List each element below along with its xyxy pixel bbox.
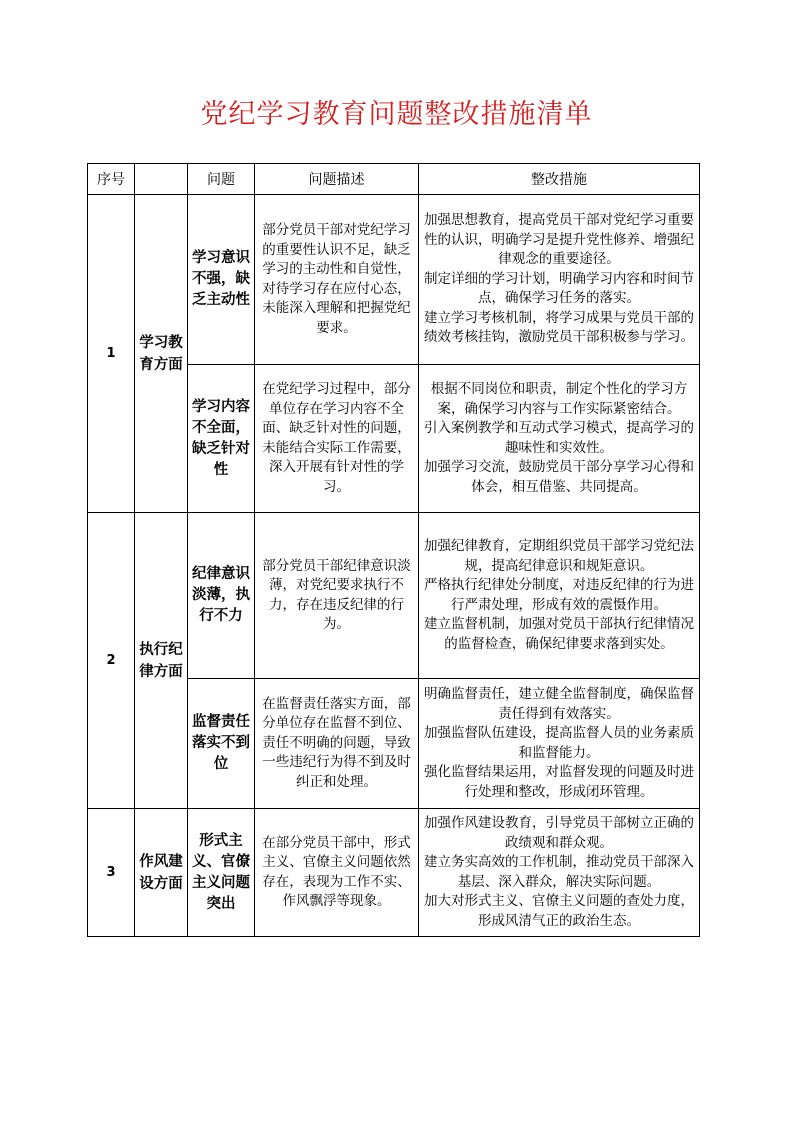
measure-item: 加强学习交流，鼓励党员干部分享学习心得和体会，相互借鉴、共同提高。	[424, 459, 694, 495]
rectification-table	[87, 163, 700, 937]
description-cell: 在监督责任落实方面，部分单位存在监督不到位、责任不明确的问题，导致一些违纪行为得不到及时纠正和处理。	[255, 679, 419, 809]
measure-item: 建立监督机制，加强对党员干部执行纪律情况的监督检查，确保纪律要求落到实处。	[424, 616, 694, 652]
table-header-row	[88, 164, 700, 195]
table-row	[88, 513, 700, 679]
problem-cell: 学习意识不强，缺乏主动性	[188, 195, 255, 365]
description-cell: 在党纪学习过程中，部分单位存在学习内容不全面、缺乏针对性的问题，未能结合实际工作需要，深入开展有针对性的学习。	[255, 365, 419, 513]
measures-cell	[419, 513, 700, 679]
row-number: 3	[88, 809, 135, 937]
header-no: 序号	[88, 164, 135, 195]
measure-item: 加强监督队伍建设，提高监督人员的业务素质和监督能力。	[424, 725, 694, 761]
category-cell: 执行纪律方面	[135, 513, 188, 809]
measure-item: 根据不同岗位和职责，制定个性化的学习方案，确保学习内容与工作实际紧密结合。	[430, 381, 688, 417]
measure-item: 建立务实高效的工作机制，推动党员干部深入基层、深入群众，解决实际问题。	[424, 854, 694, 890]
problem-cell: 纪律意识淡薄，执行不力	[188, 513, 255, 679]
header-measures: 整改措施	[419, 164, 700, 195]
measures-cell	[419, 365, 700, 513]
problem-cell: 学习内容不全面，缺乏针对性	[188, 365, 255, 513]
measure-item: 引入案例教学和互动式学习模式，提高学习的趣味性和实效性。	[424, 420, 694, 456]
measure-item: 强化监督结果运用，对监督发现的问题及时进行处理和整改，形成闭环管理。	[424, 764, 694, 800]
category-cell: 学习教育方面	[135, 195, 188, 513]
measure-item: 加强作风建设教育，引导党员干部树立正确的政绩观和群众观。	[424, 815, 694, 851]
measure-item: 加强思想教育，提高党员干部对党纪学习重要性的认识，明确学习是提升党性修养、增强纪律观念的重要途径。	[424, 212, 694, 268]
description-cell: 部分党员干部对党纪学习的重要性认识不足，缺乏学习的主动性和自觉性，对待学习存在应付心态，未能深入理解和把握党纪要求。	[255, 195, 419, 365]
row-number: 2	[88, 513, 135, 809]
measure-item: 制定详细的学习计划，明确学习内容和时间节点，确保学习任务的落实。	[424, 270, 694, 307]
table-row	[88, 195, 700, 365]
header-category	[135, 164, 188, 195]
measures-cell	[419, 809, 700, 937]
measure-item: 严格执行纪律处分制度，对违反纪律的行为进行严肃处理，形成有效的震慑作用。	[424, 577, 694, 613]
measure-item: 建立学习考核机制，将学习成果与党员干部的绩效考核挂钩，激励党员干部积极参与学习。	[424, 309, 694, 346]
header-description: 问题描述	[255, 164, 419, 195]
document-title: 党纪学习教育问题整改措施清单	[200, 99, 593, 130]
row-number: 1	[88, 195, 135, 513]
measure-item: 加强纪律教育，定期组织党员干部学习党纪法规，提高纪律意识和规矩意识。	[424, 538, 694, 574]
description-cell: 部分党员干部纪律意识淡薄，对党纪要求执行不力，存在违反纪律的行为。	[255, 513, 419, 679]
measure-item: 明确监督责任，建立健全监督制度，确保监督责任得到有效落实。	[424, 686, 694, 722]
measures-cell	[419, 679, 700, 809]
header-problem: 问题	[188, 164, 255, 195]
description-cell: 在部分党员干部中，形式主义、官僚主义问题依然存在，表现为工作不实、作风飘浮等现象。	[255, 809, 419, 937]
table-row	[88, 809, 700, 937]
measure-item: 加大对形式主义、官僚主义问题的查处力度，形成风清气正的政治生态。	[424, 893, 694, 929]
problem-cell: 形式主义、官僚主义问题突出	[188, 809, 255, 937]
category-cell: 作风建设方面	[135, 809, 188, 937]
problem-cell: 监督责任落实不到位	[188, 679, 255, 809]
measures-cell	[419, 195, 700, 365]
